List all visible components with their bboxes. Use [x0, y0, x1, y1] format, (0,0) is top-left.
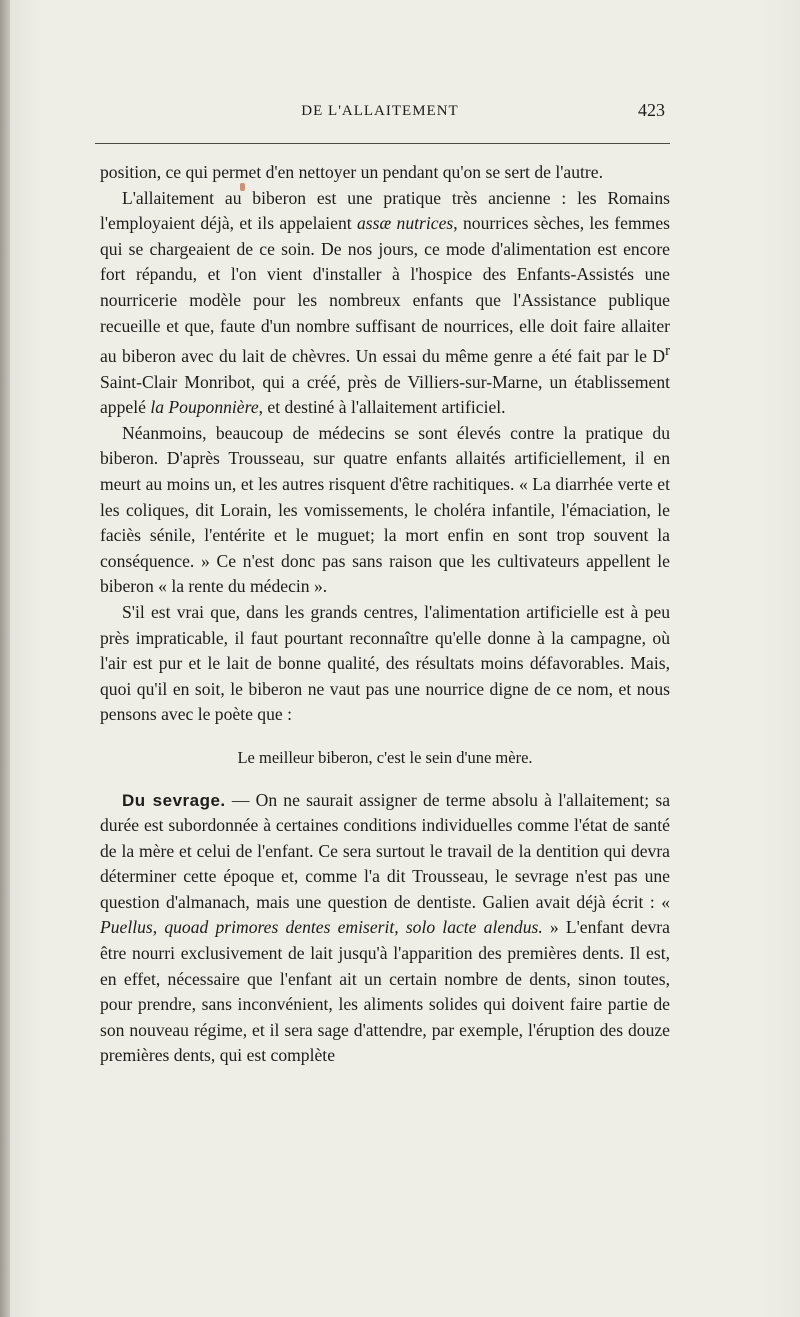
text-run: L'allaitement au biberon est une pratique très ancienne : les Romains l'employaient déjà, et ils appelaient — [100, 187, 670, 234]
header-rule — [95, 143, 670, 144]
paragraph-continuation: position, ce qui permet d'en nettoyer un pendant qu'on se sert de l'autre. — [100, 162, 603, 182]
superscript: r — [665, 343, 670, 360]
page-number: 423 — [638, 100, 665, 120]
section-heading: Du sevrage. — [122, 790, 226, 810]
text-run: — On ne saurait assigner de terme absolu à l'allaitement; sa durée est subordonnée à certaines conditions individuelles comme l'état de santé de la mère et celui de l'enfant. Ce sera surtout le travail de la dentition qui devra déterminer cette époque et, comme l'a dit Trousseau, le sevrage n'est pas une question d'almanach, mais une question de dentiste. Galien avait déjà écrit : « — [100, 789, 671, 912]
page-header — [95, 100, 665, 129]
page-binding-edge — [0, 0, 10, 1317]
paragraph-conclusion: S'il est vrai que, dans les grands centres, l'alimentation artificielle est à peu près impraticable, il faut pourtant reconnaître qu'elle donne à la campagne, où l'air est pur et le lait de bonne qualité, des résultats moins défavorables. Mais, quoi qu'il en soit, le biberon ne vaut pas une nourrice digne de ce nom, et nous pensons avec le poète que : — [100, 601, 670, 725]
paragraph-bottle-history — [100, 186, 670, 421]
running-title: DE L'ALLAITEMENT — [301, 103, 459, 119]
body-text — [100, 160, 670, 1069]
text-run: , nourrices sèches, les femmes qui se chargeaient de ce soin. De nos jours, ce mode d'alimentation est encore fort répandu, et l'on vient d'installer à l'hospice des Enfants-Assistés une nourricerie modèle pour les nombreux enfants que l'Assistance publique recueille et que, faute d'un nombre suffisant de nourrices, elle doit faire allaiter au biberon avec du lait de chèvres. Un essai du même genre a été fait par le D — [100, 213, 670, 367]
text-run: , et destiné à l'allaitement artificiel. — [258, 397, 506, 418]
paragraph-weaning — [100, 788, 670, 1070]
text-run: Saint-Clair Monribot, qui a créé, près de Villiers-sur-Marne, un établissement appelé — [100, 371, 670, 418]
latin-term: assæ nutrices — [357, 213, 454, 234]
paragraph-objections: Néanmoins, beaucoup de médecins se sont élevés contre la pratique du biberon. D'après Trousseau, sur quatre enfants allaités artificiellement, il en meurt au moins un, et les autres risquent d'être rachitiques. « La diarrhée verte et les coliques, dit Lorain, les vomissements, le choléra infantile, l'émaciation, le faciès sénile, l'entérite et le muguet; la mort enfin en sont trop souvent la conséquence. » Ce n'est donc pas sans raison que les cultivateurs appellent le biberon « la rente du médecin ». — [100, 422, 670, 597]
verse-quote: Le meilleur biberon, c'est le sein d'une mère. — [237, 747, 533, 767]
text-run: » L'enfant devra être nourri exclusivement de lait jusqu'à l'apparition des premières dents. Il est, en effet, nécessaire que l'enfant ait un certain nombre de dents, sinon toutes, pour prendre, sans inconvénient, les aliments solides qui doivent faire partie de son nouveau régime, et il sera sage d'attendre, par exemple, l'éruption des douze premières dents, qui est complète — [100, 917, 670, 1066]
latin-quote: Puellus, quoad primores dentes emiserit, solo lacte alendus. — [100, 917, 543, 938]
institution-name: la Pouponnière — [150, 397, 259, 418]
